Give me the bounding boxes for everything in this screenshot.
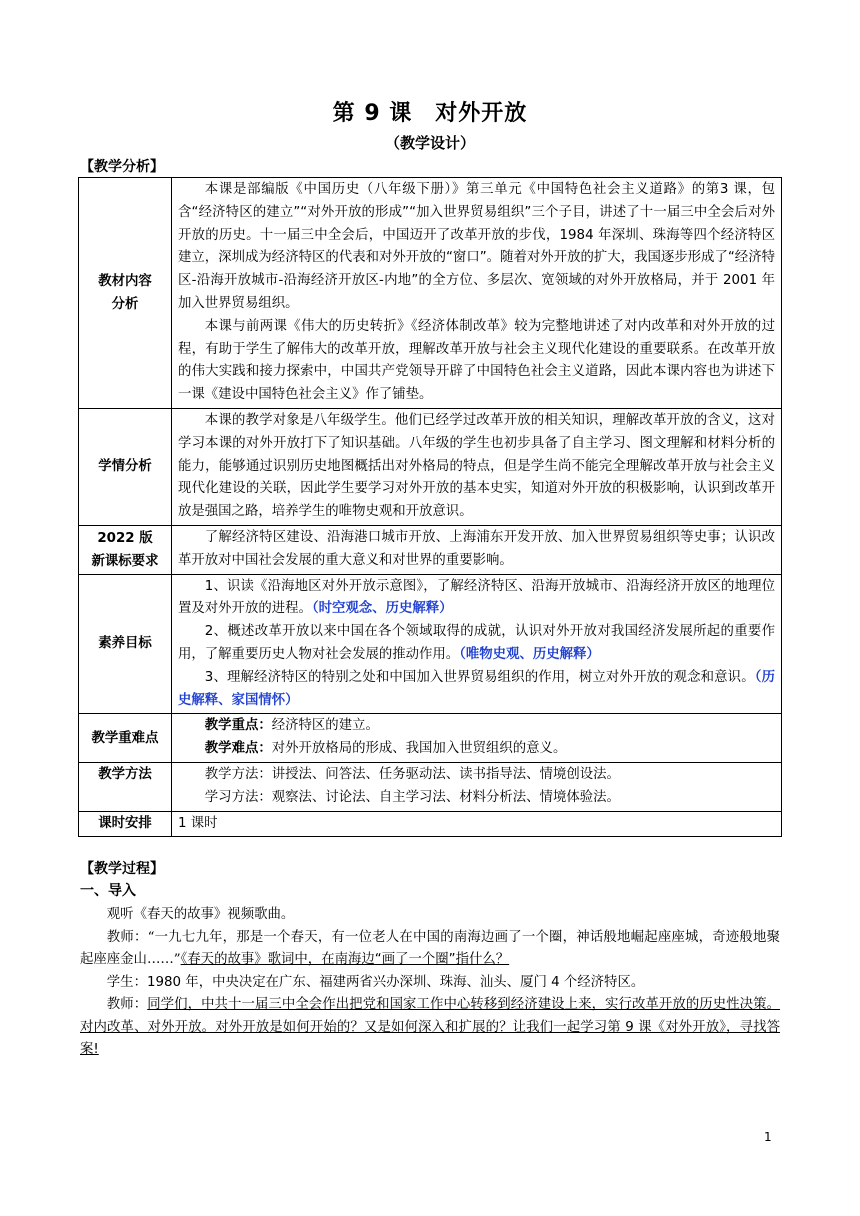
row-body-schedule: 1 课时 — [172, 811, 782, 837]
lesson-title: 第 9 课 对外开放 — [332, 101, 528, 126]
goal-3: 3、理解经济特区的特别之处和中国加入世界贸易组织的作用，树立对外开放的观念和意识。（历史解释、家国情怀） — [178, 669, 775, 708]
textbook-paragraph-2: 本课与前两课《伟大的历史转折》《经济体制改革》较为完整地讲述了对内改革和对外开放的过程，有助于学生了解伟大的改革开放，理解改革开放与社会主义现代化建设的重要联系。在改革开放的伟大实践和接力探索中，中国共产党领导开辟了中国特色社会主义道路，因此本课内容也为讲述下一课《建设中国特色社会主义》作了铺垫。 — [178, 318, 775, 403]
textbook-paragraph-1: 本课是部编版《中国历史（八年级下册）》第三单元《中国特色社会主义道路》的第3 课，包含“经济特区的建立”“对外开放的形成”“加入世界贸易组织”三个子目，讲述了十一届三中全会后对外开放的历史。十一届三中全会后，中国迈开了改革开放的步伐，1984 年深圳、珠海等四个经济特区建立，深圳成为经济特区的代表和对外开放的“窗口”。随着对外开放的扩大，我国逐步形成了“经济特区-沿海开放城市-沿海经济开放区-内地”的全方位、多层次、宽领域的对外开放格局，并于 2001 年加入世界贸易组织。 — [178, 182, 775, 311]
intro-paragraph-2: 教师：“一九七九年，那是一个春天，有一位老人在中国的南海边画了一个圈，神话般地崛起座座城，奇迹般地聚起座座金山……”《春天的故事》歌词中，在南海边“画了一个圈”指什么？ — [80, 929, 780, 967]
goal-1: 1、识读《沿海地区对外开放示意图》，了解经济特区、沿海开放城市、沿海经济开放区的地理位置及对外开放的进程。（时空观念、历史解释） — [178, 578, 775, 617]
process-heading: 【教学过程】 — [80, 861, 164, 877]
row-body-methods — [172, 762, 782, 811]
analysis-heading: 【教学分析】 — [80, 159, 164, 175]
intro-paragraph-4: 教师：同学们，中共十一届三中全会作出把党和国家工作中心转移到经济建设上来，实行改革开放的历史性决策。对内改革、对外开放。对外开放是如何开始的？又是如何深入和扩展的？让我们一起学习第 9 课《对外开放》，寻找答案! — [80, 997, 781, 1057]
row-body-goals — [172, 574, 782, 714]
goal-1-tag: （时空观念、历史解释） — [311, 601, 453, 617]
row-label-schedule: 课时安排 — [79, 811, 172, 837]
table-row-standard — [79, 525, 782, 574]
analysis-table — [78, 177, 782, 837]
row-body-students — [172, 408, 782, 525]
standard-paragraph: 了解经济特区建设、沿海港口城市开放、上海浦东开发开放、加入世界贸易组织等史事；认识改革开放对中国社会发展的重大意义和对世界的重要影响。 — [178, 529, 775, 568]
row-label-standard: 2022 版 新课标要求 — [79, 525, 172, 574]
row-label-methods: 教学方法 — [79, 762, 172, 811]
row-body-standard — [172, 525, 782, 574]
row-body-keypoints — [172, 714, 782, 763]
page-number: 1 — [764, 1130, 772, 1144]
row-label-students: 学情分析 — [79, 408, 172, 525]
intro-paragraph-1: 观听《春天的故事》视频歌曲。 — [106, 907, 295, 922]
table-row-students — [79, 408, 782, 525]
lesson-subtitle: （教学设计） — [384, 134, 475, 152]
intro-paragraph-3: 学生：1980 年，中央决定在广东、福建两省兴办深圳、珠海、汕头、厦门 4 个经济特区。 — [106, 974, 645, 990]
table-row-goals — [79, 574, 782, 714]
table-row-schedule — [79, 811, 782, 837]
teaching-methods: 教学方法：讲授法、问答法、任务驱动法、读书指导法、情境创设法。 — [204, 766, 620, 782]
row-label-textbook: 教材内容 分析 — [79, 178, 172, 409]
students-paragraph: 本课的教学对象是八年级学生。他们已经学过改革开放的相关知识，理解改革开放的含义，这对学习本课的对外开放打下了知识基础。八年级的学生也初步具备了自主学习、图文理解和材料分析的能力，能够通过识别历史地图概括出对外格局的特点，但是学生尚不能完全理解改革开放与社会主义现代化建设的关联，因此学生要学习对外开放的基本史实，知道对外开放的积极影响，认识到改革开放是强国之路，培养学生的唯物史观和开放意识。 — [178, 412, 775, 520]
process-content — [80, 904, 780, 1062]
goal-3-tag: （历史解释、家国情怀） — [178, 669, 775, 708]
table-row-textbook — [79, 178, 782, 409]
table-row-keypoints — [79, 714, 782, 763]
row-label-goals: 素养目标 — [79, 574, 172, 714]
table-row-methods — [79, 762, 782, 811]
goal-2: 2、概述改革开放以来中国在各个领域取得的成就，认识对外开放对我国经济发展所起的重要作用，了解重要历史人物对社会发展的推动作用。（唯物史观、历史解释） — [178, 624, 775, 662]
row-label-keypoints: 教学重难点 — [79, 714, 172, 763]
intro-section-heading: 一、导入 — [80, 883, 136, 899]
row-body-textbook — [172, 178, 782, 409]
goal-2-tag: （唯物史观、历史解释） — [459, 646, 600, 662]
difficult-point: 教学难点：对外开放格局的形成、我国加入世贸组织的意义。 — [204, 741, 567, 757]
learning-methods: 学习方法：观察法、讨论法、自主学习法、材料分析法、情境体验法。 — [204, 789, 620, 805]
key-point: 教学重点：经济特区的建立。 — [204, 718, 379, 734]
